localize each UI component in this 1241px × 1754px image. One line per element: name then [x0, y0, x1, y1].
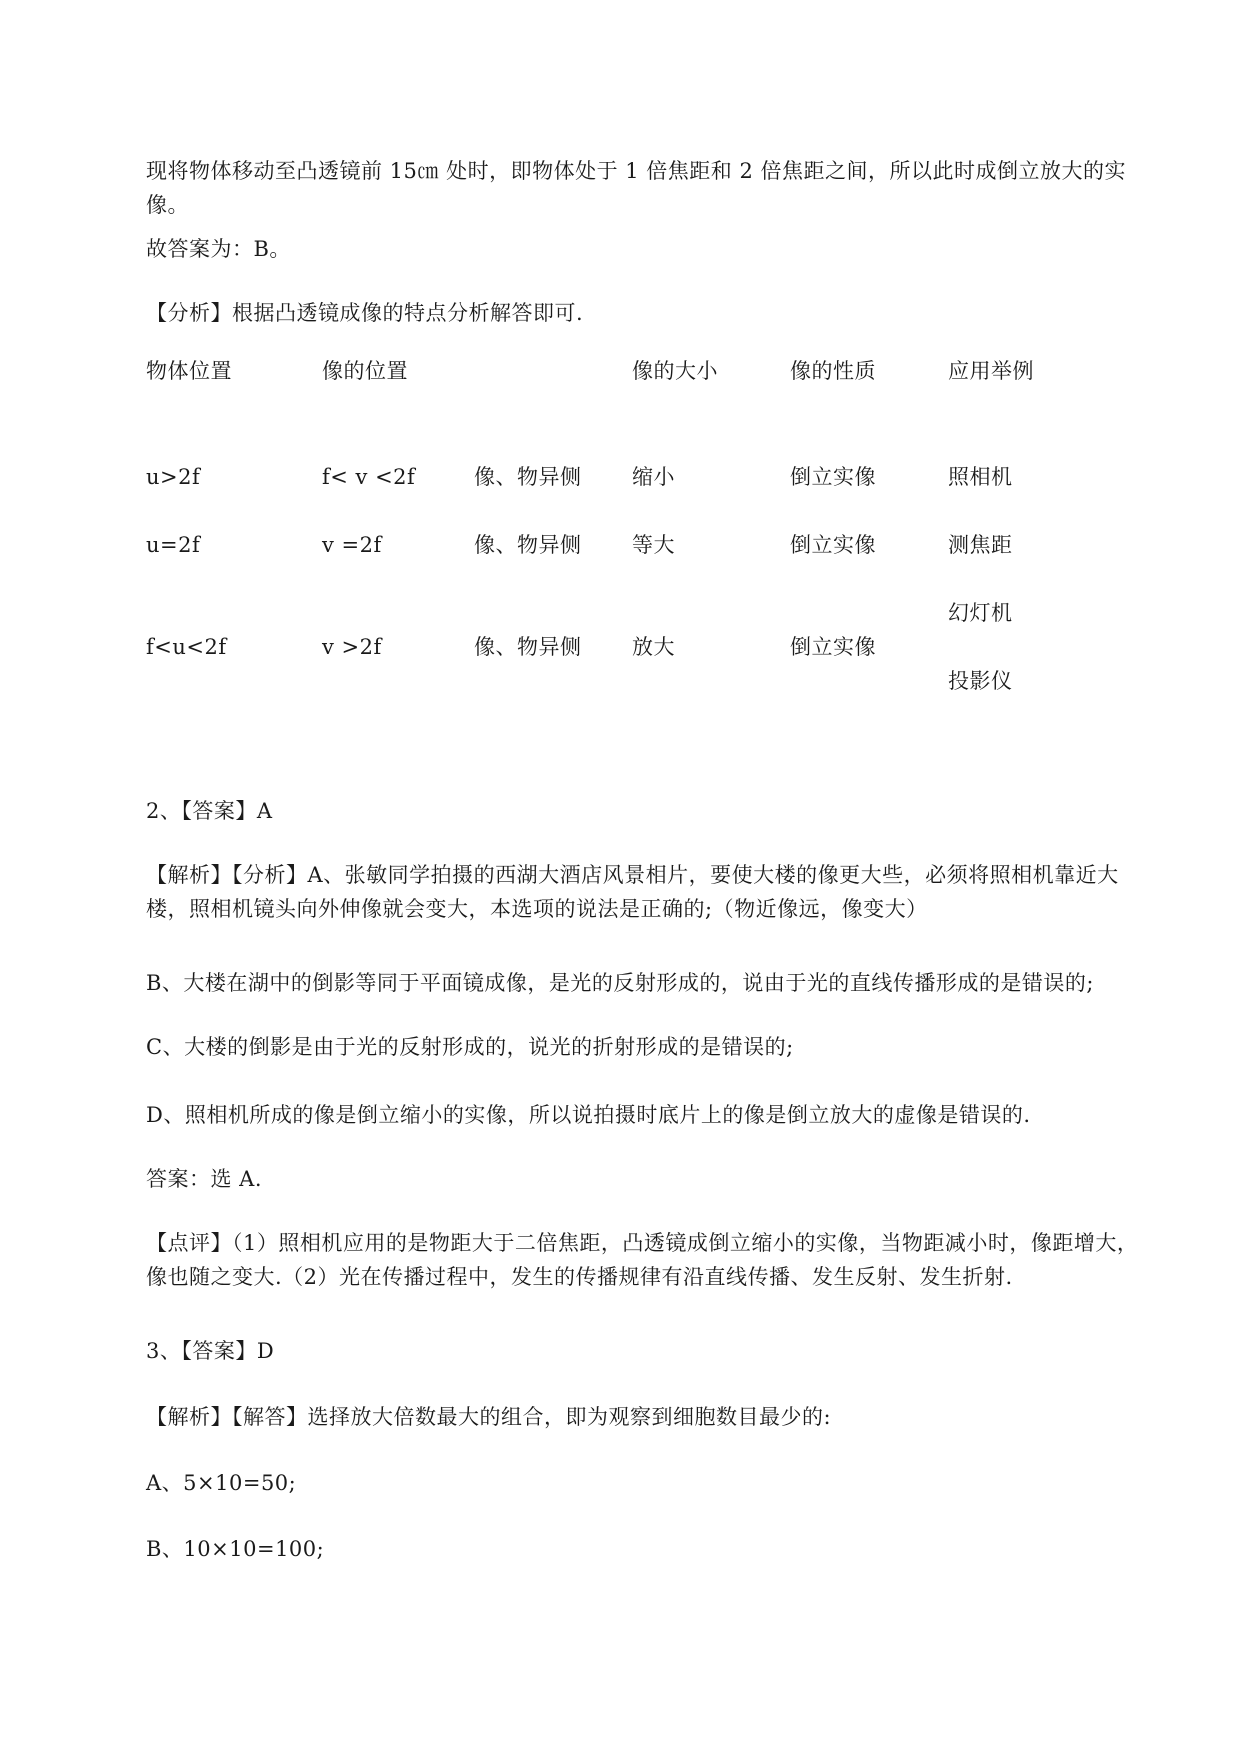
table-cell-nature: 倒立实像	[790, 533, 876, 557]
q2-analysis-b: B、大楼在湖中的倒影等同于平面镜成像，是光的反射形成的，说由于光的直线传播形成的是错误的;	[146, 971, 1095, 995]
q2-analysis-a: 【解析】【分析】A、张敏同学拍摄的西湖大酒店风景相片，要使大楼的像更大些，必须将照相机靠近大楼，照相机镜头向外伸像就会变大，本选项的说法是正确的;（物近像远，像变大）	[146, 863, 1119, 921]
table-cell-use: 测焦距	[948, 533, 1013, 557]
table-cell-nature: 倒立实像	[790, 635, 876, 659]
intro-paragraph: 现将物体移动至凸透镜前 15㎝ 处时，即物体处于 1 倍焦距和 2 倍焦距之间，所以此时成倒立放大的实像。	[146, 159, 1126, 217]
table-cell-use: 幻灯机	[948, 601, 1013, 625]
table-cell-size: 放大	[632, 635, 675, 659]
table-header-object-position: 物体位置	[146, 359, 232, 383]
table-cell-u: f<u<2f	[146, 635, 227, 659]
q2-comment: 【点评】（1）照相机应用的是物距大于二倍焦距，凸透镜成倒立缩小的实像，当物距减小时，像距增大，像也随之变大.（2）光在传播过程中，发生的传播规律有沿直线传播、发生反射、发生折射.	[146, 1231, 1139, 1289]
table-cell-side: 像、物异侧	[474, 635, 582, 659]
q2-final-answer: 答案：选 A.	[146, 1167, 263, 1191]
table-cell-v: v =2f	[322, 533, 382, 557]
table-cell-use: 照相机	[948, 465, 1013, 489]
table-header-image-size: 像的大小	[632, 359, 718, 383]
table-cell-u: u>2f	[146, 465, 201, 489]
q3-answer: 3、【答案】D	[146, 1339, 275, 1363]
intro-answer: 故答案为：B。	[146, 237, 291, 261]
table-cell-v: v >2f	[322, 635, 382, 659]
table-cell-v: f< v <2f	[322, 465, 416, 489]
table-header-image-position: 像的位置	[322, 359, 408, 383]
table-cell-side: 像、物异侧	[474, 465, 582, 489]
q2-analysis-d: D、照相机所成的像是倒立缩小的实像，所以说拍摄时底片上的像是倒立放大的虚像是错误的.	[146, 1103, 1031, 1127]
q3-option-b: B、10×10=100;	[146, 1537, 325, 1561]
intro-analysis: 【分析】根据凸透镜成像的特点分析解答即可.	[146, 301, 584, 325]
table-header-application: 应用举例	[948, 359, 1034, 383]
table-cell-size: 缩小	[632, 465, 675, 489]
q2-answer: 2、【答案】A	[146, 799, 273, 823]
q3-analysis: 【解析】【解答】选择放大倍数最大的组合，即为观察到细胞数目最少的:	[146, 1405, 832, 1429]
q3-option-a: A、5×10=50;	[146, 1471, 297, 1495]
table-header-image-nature: 像的性质	[790, 359, 876, 383]
table-cell-u: u=2f	[146, 533, 201, 557]
table-cell-side: 像、物异侧	[474, 533, 582, 557]
table-cell-nature: 倒立实像	[790, 465, 876, 489]
table-cell-size: 等大	[632, 533, 675, 557]
table-cell-use-secondary: 投影仪	[948, 669, 1013, 693]
q2-analysis-c: C、大楼的倒影是由于光的反射形成的，说光的折射形成的是错误的;	[146, 1035, 794, 1059]
